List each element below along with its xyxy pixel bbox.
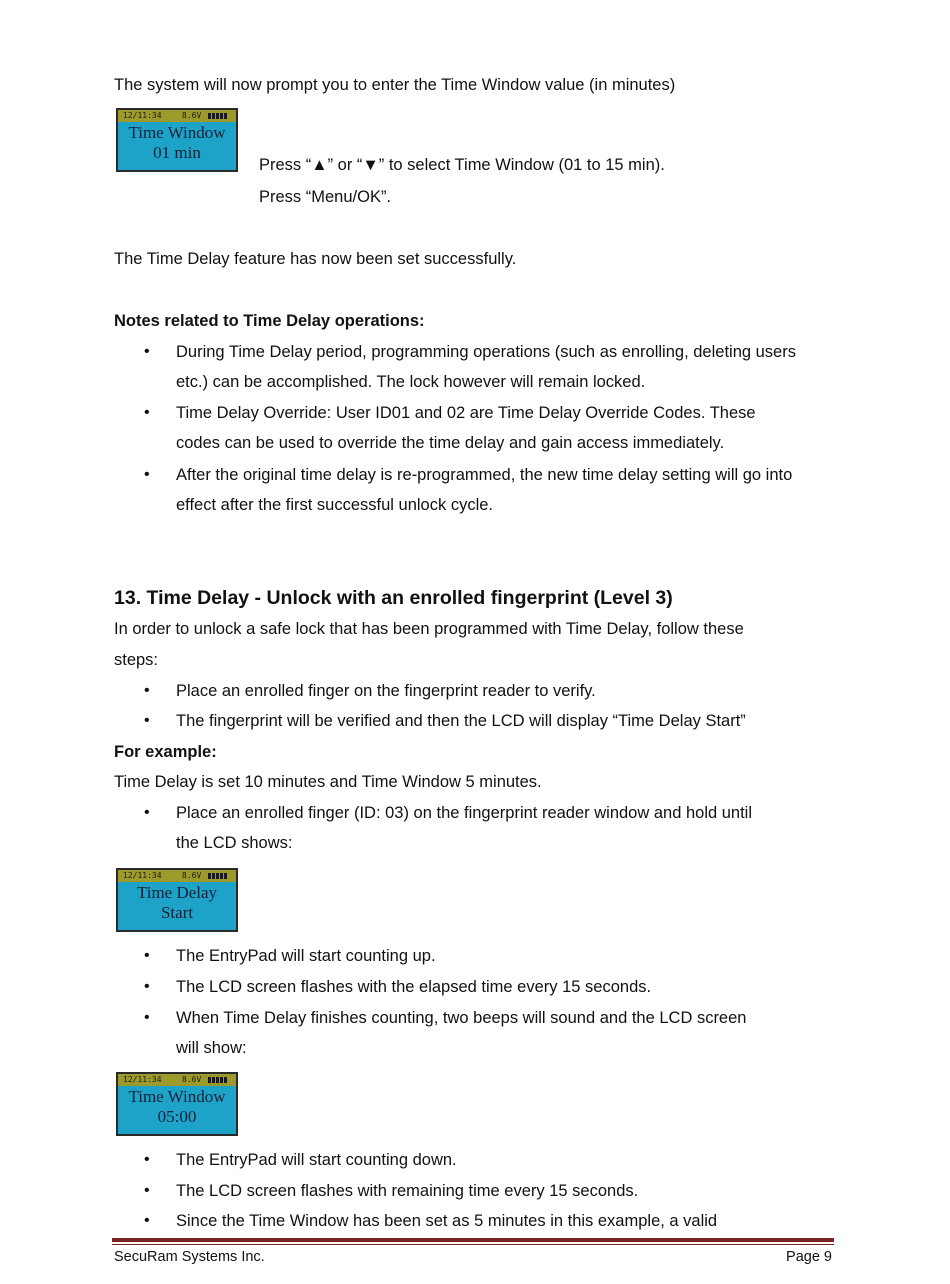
step-2: The fingerprint will be verified and then the LCD will display “Time Delay Start” <box>176 712 746 730</box>
bullet-icon: • <box>144 712 150 729</box>
bullet-icon: • <box>144 947 150 964</box>
example-text: Time Delay is set 10 minutes and Time Window 5 minutes. <box>114 773 542 791</box>
bullet-icon: • <box>144 1212 150 1229</box>
counting-down-3: Since the Time Window has been set as 5 minutes in this example, a valid <box>176 1212 718 1230</box>
bullet-icon: • <box>144 1009 150 1026</box>
lcd-time: 12/11:34 <box>123 111 162 120</box>
counting-down-1: The EntryPad will start counting down. <box>176 1151 457 1169</box>
lcd-time-window-01 <box>116 108 238 172</box>
notes-heading: Notes related to Time Delay operations: <box>114 312 425 330</box>
footer-rule <box>112 1238 834 1242</box>
example-step-line-1: Place an enrolled finger (ID: 03) on the fingerprint reader window and hold until <box>176 804 753 822</box>
finish-line-2: will show: <box>176 1039 247 1057</box>
lcd-line-2: 01 min <box>153 143 201 162</box>
lcd-status-bar <box>118 870 236 882</box>
bullet-icon: • <box>144 682 150 699</box>
battery-full-icon <box>208 113 228 119</box>
bullet-icon: • <box>144 1151 150 1168</box>
note-1-line-1: During Time Delay period, programming operations (such as enrolling, deleting users <box>176 343 796 361</box>
note-2-line-1: Time Delay Override: User ID01 and 02 are Time Delay Override Codes. These <box>176 404 756 422</box>
battery-full-icon <box>208 1077 228 1083</box>
note-2-line-2: codes can be used to override the time delay and gain access immediately. <box>176 434 725 452</box>
lcd-voltage: 8.6V <box>182 111 202 120</box>
press-menu-text: Press “Menu/OK”. <box>259 188 392 206</box>
lcd-line-1: Time Window <box>128 1087 226 1106</box>
example-heading: For example: <box>114 743 217 761</box>
counting-up-2: The LCD screen flashes with the elapsed time every 15 seconds. <box>176 978 652 996</box>
footer-company: SecuRam Systems Inc. <box>114 1249 265 1265</box>
example-step-line-2: the LCD shows: <box>176 834 293 852</box>
step-1: Place an enrolled finger on the fingerprint reader to verify. <box>176 682 596 700</box>
counting-up-1: The EntryPad will start counting up. <box>176 947 436 965</box>
note-1-line-2: etc.) can be accomplished. The lock however will remain locked. <box>176 373 646 391</box>
lcd-line-2: Start <box>160 903 194 922</box>
lcd-time-window-0500 <box>116 1072 238 1136</box>
press-select-text: Press “▲” or “▼” to select Time Window (01 to 15 min). <box>259 156 665 174</box>
lcd-voltage: 8.6V <box>182 1075 202 1084</box>
bullet-icon: • <box>144 978 150 995</box>
section-intro-line-1: In order to unlock a safe lock that has been programmed with Time Delay, follow these <box>114 620 744 638</box>
success-text: The Time Delay feature has now been set successfully. <box>114 250 517 268</box>
lcd-status-bar <box>118 1074 236 1086</box>
note-3-line-2: effect after the first successful unlock cycle. <box>176 496 493 514</box>
bullet-icon: • <box>144 404 150 421</box>
lcd-status-bar <box>118 110 236 122</box>
section-heading: 13. Time Delay - Unlock with an enrolled fingerprint (Level 3) <box>114 587 673 609</box>
battery-full-icon <box>208 873 228 879</box>
note-3-line-1: After the original time delay is re-programmed, the new time delay setting will go into <box>176 466 793 484</box>
intro-text: The system will now prompt you to enter the Time Window value (in minutes) <box>114 76 676 94</box>
lcd-line-1: Time Window <box>128 123 226 142</box>
footer-page-number: Page 9 <box>786 1249 832 1265</box>
bullet-icon: • <box>144 1182 150 1199</box>
lcd-line-1: Time Delay <box>136 883 218 902</box>
lcd-time: 12/11:34 <box>123 1075 162 1084</box>
lcd-voltage: 8.6V <box>182 871 202 880</box>
bullet-icon: • <box>144 466 150 483</box>
counting-down-2: The LCD screen flashes with remaining time every 15 seconds. <box>176 1182 639 1200</box>
bullet-icon: • <box>144 804 150 821</box>
footer-rule-thin <box>112 1244 834 1245</box>
lcd-line-2: 05:00 <box>157 1107 197 1126</box>
lcd-time: 12/11:34 <box>123 871 162 880</box>
section-intro-line-2: steps: <box>114 651 159 669</box>
lcd-time-delay-start <box>116 868 238 932</box>
finish-line-1: When Time Delay finishes counting, two beeps will sound and the LCD screen <box>176 1009 747 1027</box>
bullet-icon: • <box>144 343 150 360</box>
